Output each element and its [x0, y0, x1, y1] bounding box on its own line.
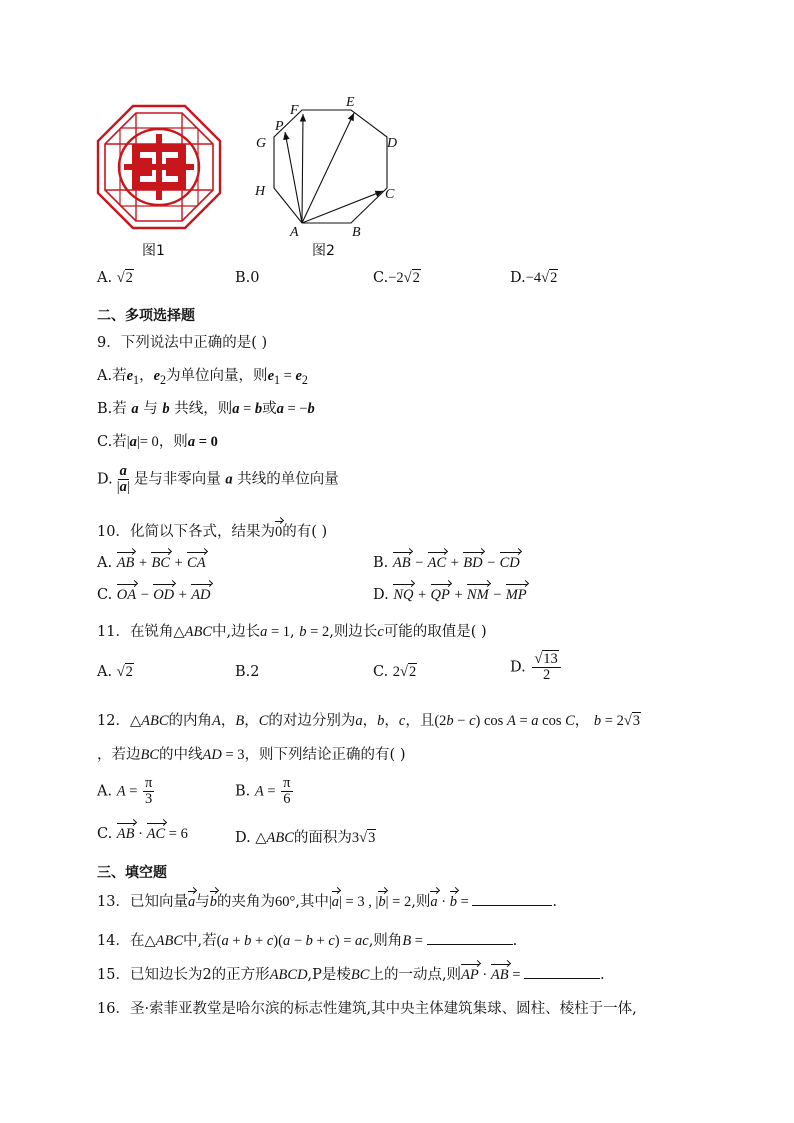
q10-option-b: B. AB − AC + BD − CD — [373, 555, 520, 571]
figure-1-window — [96, 104, 222, 230]
q12-option-c: C. AB · AC = 6 — [97, 826, 188, 842]
label-F: F — [290, 103, 299, 118]
q8-option-a: A. √2 — [97, 270, 133, 286]
section-2-title: 二、多项选择题 — [97, 308, 195, 324]
figure-1-caption: 图1 — [142, 243, 165, 259]
q12-stem-line2: ，若边BC的中线AD = 3，则下列结论正确的有( ) — [97, 747, 406, 763]
label-H: H — [255, 184, 266, 199]
label-B: B — [352, 225, 361, 240]
q11-option-d: D. $\frac{√13}{2}$ — [510, 652, 563, 683]
q9-option-d: D. $\frac{a}{|a|}$ 是与非零向量 a 共线的单位向量 — [97, 463, 339, 496]
figure-2-caption: 图2 — [312, 243, 335, 259]
q8-option-d: D.−4√2 — [510, 270, 558, 286]
q10-option-c: C. OA − OD + AD — [97, 587, 211, 603]
figure-2-octagon — [250, 92, 410, 242]
q9-option-b: B.若 a 与 b 共线，则a = b或a = −b — [97, 401, 315, 417]
q16-stem: 16．圣·索菲亚教堂是哈尔滨的标志性建筑,其中央主体建筑集球、圆柱、棱柱于一体, — [97, 1001, 637, 1017]
q14-stem: 14．在△ABC中,若(a + b + c)(a − b + c) = ac,则角B = . — [97, 929, 517, 950]
q12-option-d: D. △ABC的面积为3√3 — [235, 830, 376, 846]
q12-option-b: B. A = $\frac{\pi}{6}$ — [235, 775, 291, 808]
q12-stem-line1: 12．△ABC的内角A，B，C的对边分别为a，b，c，且(2b − c) cos A = a cos C， b = 2√3 — [97, 713, 641, 729]
q11-stem: 11．在锐角△ABC中,边长a = 1, b = 2,则边长c可能的取值是( ) — [97, 624, 487, 640]
q10-option-d: D. NQ + QP + NM − MP — [373, 587, 527, 603]
q10-stem: 10．化简以下各式，结果为0的有( ) — [97, 524, 328, 540]
q13-answer-blank[interactable] — [472, 891, 552, 906]
q9-option-c: C.若|a|= 0，则a = 0 — [97, 434, 218, 450]
q14-answer-blank[interactable] — [427, 930, 513, 945]
q10-option-a: A. AB + BC + CA — [97, 555, 206, 571]
label-D: D — [387, 136, 398, 151]
label-E: E — [346, 95, 355, 110]
q8-option-c: C.−2√2 — [373, 270, 420, 286]
label-C: C — [385, 187, 395, 202]
q11-option-b: B.2 — [235, 664, 260, 680]
q15-stem: 15．已知边长为2的正方形ABCD,P是棱BC上的一动点,则AP · AB = . — [97, 963, 605, 984]
q11-option-c: C. 2√2 — [373, 664, 417, 680]
q9-option-a: A.若$e_1$，$e_2$为单位向量，则$e_1 = e_2$ — [97, 368, 308, 387]
q13-stem: 13．已知向量a与b的夹角为60°,其中|a| = 3 , |b| = 2,则a · b = . — [97, 890, 557, 911]
section-3-title: 三、填空题 — [97, 865, 167, 881]
q8-option-b: B.0 — [235, 270, 260, 286]
q12-option-a: A. A = $\frac{\pi}{3}$ — [97, 775, 153, 808]
label-G: G — [256, 136, 267, 151]
q9-stem: 9．下列说法中正确的是( ) — [97, 335, 268, 351]
q11-option-a: A. √2 — [97, 664, 133, 680]
q15-answer-blank[interactable] — [524, 964, 600, 979]
label-A: A — [290, 225, 299, 240]
label-P: P — [275, 119, 284, 134]
